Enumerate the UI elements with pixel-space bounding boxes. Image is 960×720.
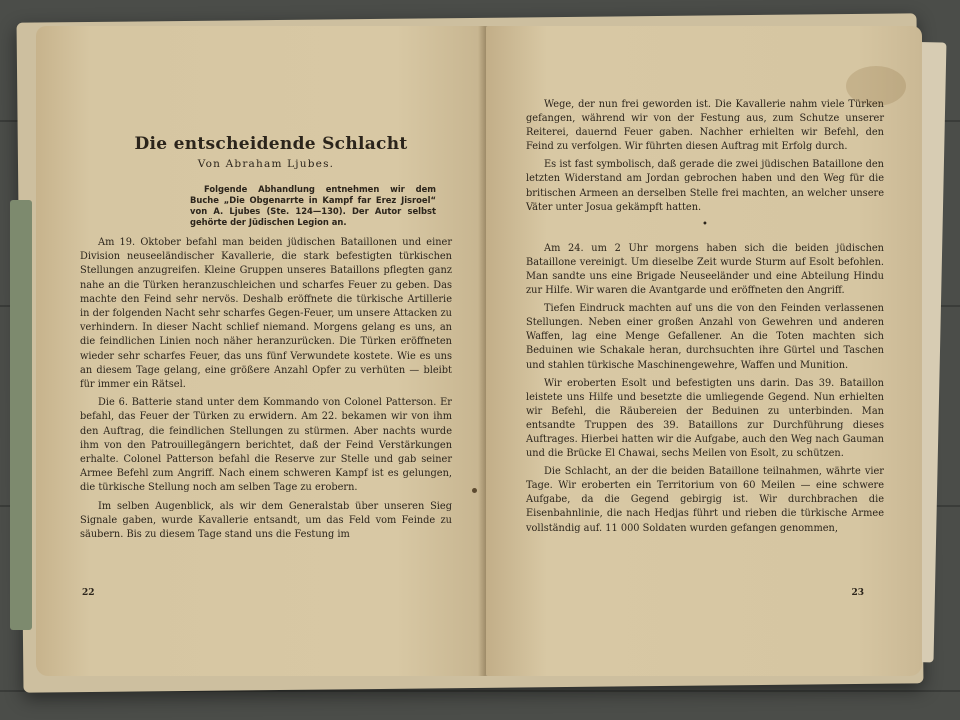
paragraph: Wege, der nun frei geworden ist. Die Kavallerie nahm viele Türken gefangen, während wir von der Festung aus, zum Schutze unserer Reiterei, dauernd Feuer gaben. Nachher erhielten wir Befehl, den Feind zu verfolgen. Wir führten diesen Auftrag mit Erfolg durch. (526, 99, 884, 153)
paragraph: Die Schlacht, an der die beiden Bataillone teilnahmen, währte vier Tage. Wir eroberten ein Territorium von 60 Meilen — eine schwere Aufgabe, da die Gegend gebirgig ist. Wir durchbrachen die Eisenbahnlinie, die nach Hedjas führt und rieben die türkische Armee vollständig auf. 11 000 Soldaten wurden gefangen genommen, (526, 466, 884, 534)
right-page (486, 26, 922, 676)
paragraph: Tiefen Eindruck machten auf uns die von den Feinden verlassenen Stellungen. Neben einer großen Anzahl von Gewehren und anderen Waffen, lag eine Menge Gefallener. An die Toten machten sich Beduinen wie Schakale heran, durchsuchten ihre Gürtel und Taschen und stahlen türkische Maschinengewehre, Waffen und Munition. (526, 303, 884, 371)
paragraph: Wir eroberten Esolt und befestigten uns darin. Das 39. Bataillon leistete uns Hilfe und besetzte die umliegende Gegend. Nun erhielten wir Befehl, die Räubereien der Beduinen zu unterbinden. Man entsandte Truppen des 39. Bataillons zur Durchführung dieses Auftrages. Hierbei hatten wir die Aufgabe, auch den Weg nach Gauman und die Brücke El Chawai, sechs Meilen von Esolt, zu schützen. (526, 377, 884, 460)
page-number: 23 (851, 588, 864, 598)
paper-stain (846, 66, 906, 106)
article-title: Die entscheidende Schlacht (134, 134, 408, 154)
paragraph: Es ist fast symbolisch, daß gerade die zwei jüdischen Bataillone den letzten Widerstand am Jordan gebrochen haben und den Weg für die britischen Armeen an derselben Stelle frei machten, an welcher unsere Väter unter Josua gekämpft hatten. (526, 159, 884, 213)
page-number: 22 (82, 588, 95, 598)
intro-note: Folgende Abhandlung entnehmen wir dem Buche „Die Obgenarrte in Kampf far Erez Jisroel“ von A. Ljubes (Ste. 124—130). Der Autor selbst gehörte der Jüdischen Legion an. (190, 184, 436, 227)
left-page (36, 26, 486, 676)
paragraph: Die 6. Batterie stand unter dem Kommando von Colonel Patterson. Er befahl, das Feuer der Türken zu erwidern. Am 22. bekamen wir von ihm den Auftrag, die feindlichen Stellungen zu stürmen. Aber nachts wurde ihm von den Patrouillegängern berichtet, daß der Feind Verstärkungen erhalte. Colonel Patterson befahl die Reserve zur Stelle und gab seiner Armee Befehl zum Angriff. Nach einem schweren Kampf ist es gelungen, die türkische Stellung noch am selben Tage zu erobern. (80, 397, 452, 494)
paragraph: Am 24. um 2 Uhr morgens haben sich die beiden jüdischen Bataillone vereinigt. Um dieselbe Zeit wurde Sturm auf Esolt befohlen. Man sandte uns eine Brigade Neuseeländer und eine Abteilung Hindu zur Hilfe. Wir waren die Avantgarde und eröffneten den Angriff. (526, 242, 884, 297)
section-ornament: • (702, 218, 708, 230)
article-author: Von Abraham Ljubes. (197, 158, 335, 170)
paper-hole (472, 488, 477, 493)
paragraph: Am 19. Oktober befahl man beiden jüdischen Bataillonen und einer Division neuseeländischer Kavallerie, die stark befestigten türkischen Stellungen anzugreifen. Kleine Gruppen unseres Bataillons pflegten ganz nahe an die Türken heranzuschleichen und scharfes Feuer zu geben. Das machte den Feind sehr nervös. Deshalb eröffnete die türkische Artillerie in der folgenden Nacht sehr scharfes Gegen-Feuer, um unsere Attacken zu verhindern. In dieser Nacht schlief niemand. Morgens gelang es uns, an die feindlichen Linien noch näher heranzurücken. Die Türken eröffneten wieder sehr scharfes Feuer, das uns fünf Verwundete kostete. Wie es uns an diesem Tage gelang, eine größere Anzahl Opfer zu verhüten — bleibt für immer ein Rätsel. (80, 237, 452, 391)
book-spine (10, 200, 32, 630)
paragraph: Im selben Augenblick, als wir dem Generalstab über unseren Sieg Signale gaben, wurde Kavallerie entsandt, um das Feld vom Feinde zu säubern. Bis zu diesem Tage stand uns die Festung im (80, 500, 452, 541)
